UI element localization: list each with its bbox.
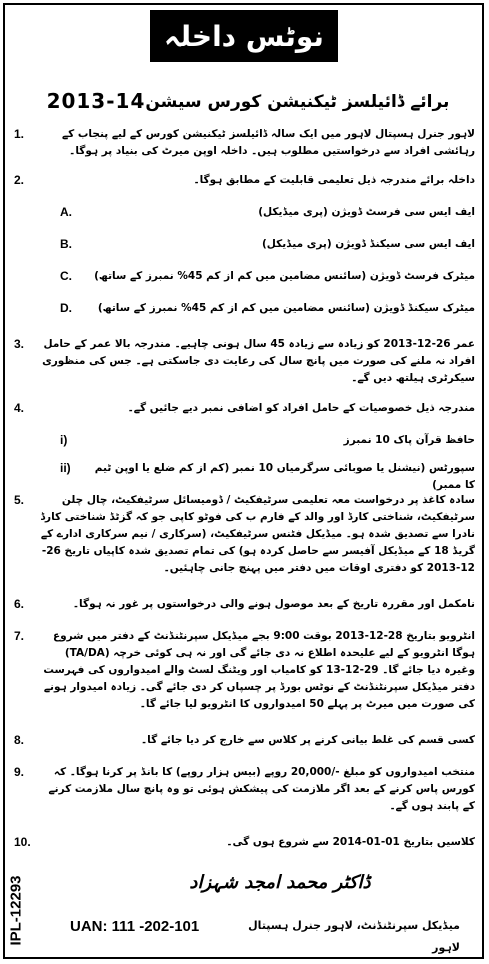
notice-item-1 — [14, 126, 475, 160]
item-number: 5. — [14, 493, 25, 507]
item-number: C. — [60, 269, 72, 283]
item-number: D. — [60, 301, 72, 315]
signatory-name: ڈاکٹر محمد امجد شہزاد — [189, 872, 371, 893]
item-number: 4. — [14, 401, 25, 415]
signatory-designation: میڈیکل سپرنٹنڈنٹ، لاہور جنرل ہسپتال لاہور — [248, 919, 460, 954]
item-text: داخلہ برائے مندرجہ ذیل تعلیمی قابلیت کے مطابق ہوگا۔ — [193, 174, 475, 186]
item-text: حافظ قرآن پاک 10 نمبرز — [343, 434, 475, 446]
item-number: A. — [60, 205, 72, 219]
notice-item-8 — [14, 732, 475, 749]
subtitle-text: برائے ڈائیلسز ٹیکنیشن کورس سیشن — [145, 91, 450, 112]
item-text: لاہور جنرل ہسپتال لاہور میں ایک سالہ ڈائیلسز ٹیکنیشن کورس کے لیے پنجاب کے رہائشی افراد سے درخواستیں مطلوب ہیں۔ داخلہ اوپن میرٹ کی بنیاد پر ہوگا۔ — [61, 128, 475, 157]
item-number: 3. — [14, 337, 25, 351]
notice-item-6 — [14, 596, 475, 613]
uan-number: UAN: 111 -202-101 — [70, 917, 200, 935]
item-number: 8. — [14, 733, 25, 747]
item-number: 2. — [14, 173, 25, 187]
item-text: کسی قسم کی غلط بیانی کرنے پر کلاس سے خارج کر دیا جائے گا۔ — [141, 734, 475, 746]
notice-item-4 — [14, 400, 475, 417]
item-number: 10. — [14, 835, 31, 849]
notice-item-3 — [14, 336, 475, 387]
item-number: i) — [60, 433, 68, 447]
notice-item-a — [60, 204, 475, 221]
item-text: انٹرویو بتاریخ 28-12-2013 بوقت 9:00 بجے میڈیکل سپرنٹنڈنٹ کے دفتر میں شروع ہوگا انٹرویو کے لیے علیحدہ اطلاع نہ دی جائے گی اور نہ ہی کوئی خرچہ (TA/DA) وغیرہ دیا جائے گا۔ 29-12-13 کو کامیاب اور ویٹنگ لسٹ والے امیدواروں کی فہرست دفتر میڈیکل سپرنٹنڈنٹ کے نوٹس بورڈ پر چسپاں کر دی جائے گی۔ زیادہ امیدوار ہونے کی صورت میں میرٹ پر پہلے 50 امیدواروں کا انٹرویو لیا جائے گا۔ — [43, 630, 475, 710]
ipl-reference — [6, 870, 26, 950]
notice-item-5 — [14, 492, 475, 577]
item-text: سپورٹس (نیشنل یا صوبائی سرگرمیاں 10 نمبر (کم از کم ضلع یا اوپن ٹیم کا ممبر) — [94, 462, 475, 491]
item-text: میٹرک سیکنڈ ڈویژن (سائنس مضامین میں کم از کم 45% نمبرز کے ساتھ) — [97, 302, 475, 314]
item-number: 6. — [14, 597, 25, 611]
notice-item-i — [60, 432, 475, 449]
item-number: 1. — [14, 127, 25, 141]
item-text: سادہ کاغذ پر درخواست معہ تعلیمی سرٹیفکیٹ / ڈومیسائل سرٹیفکیٹ، چال چلن سرٹیفکیٹ، شناختی کارڈ اور والد کے فارم ب کی فوٹو کاپی جو کہ گزٹڈ شناختی کارڈ نادرا سے تصدیق شدہ ہو۔ میڈیکل فٹنس سرٹیفکیٹ، (سرکاری / نیم سرکاری ادارے کے گریڈ 18 کے میڈیکل آفیسر سے حاصل کردہ ہو) کی تمام تصدیق شدہ کاپیاں تاریخ 26-12-2013 کو دفتری اوقات میں دفتر میں پہنچ جانی چاہئیں۔ — [40, 494, 475, 574]
item-text: منتخب امیدواروں کو مبلغ -/20,000 روپے (بیس ہزار روپے) کا بانڈ پر کرنا ہوگا۔ کہ کورس پاس کرنے کے بعد اگر ملازمت کی پیشکش ہوئی تو وہ پانچ سال ملازمت کرنے کے پابند ہوں گے۔ — [48, 766, 475, 812]
item-number: 9. — [14, 765, 25, 779]
session-year: 2013-14 — [46, 89, 146, 113]
notice-title: نوٹس داخلہ — [150, 10, 338, 62]
item-text: ایف ایس سی فرسٹ ڈویژن (پری میڈیکل) — [258, 206, 475, 218]
notice-item-2 — [14, 172, 475, 189]
item-number: 7. — [14, 629, 25, 643]
item-text: عمر 26-12-2013 کو زیادہ سے زیادہ 45 سال ہونی چاہیے۔ مندرجہ بالا عمر کے حامل افراد نہ ملنے کی صورت میں پانچ سال کی رعایت دی جاسکتی ہے۔ جس کی منظوری سیکرٹری ہیلتھ دیں گے۔ — [42, 338, 475, 384]
item-number: ii) — [60, 461, 71, 475]
notice-item-b — [60, 236, 475, 253]
ipl-code: IPL-12293 — [7, 874, 25, 946]
notice-item-c — [60, 268, 475, 285]
notice-item-9 — [14, 764, 475, 815]
item-text: مندرجہ ذیل خصوصیات کے حامل افراد کو اضافی نمبر دیے جائیں گے۔ — [127, 402, 475, 414]
item-text: نامکمل اور مقررہ تاریخ کے بعد موصول ہونے والی درخواستوں پر غور نہ ہوگا۔ — [72, 598, 475, 610]
course-subtitle — [20, 86, 468, 116]
notice-item-ii — [60, 460, 475, 494]
item-text: میٹرک فرسٹ ڈویژن (سائنس مضامین میں کم از کم 45% نمبرز کے ساتھ) — [94, 270, 475, 282]
item-text: ایف ایس سی سیکنڈ ڈویژن (پری میڈیکل) — [262, 238, 475, 250]
notice-item-7 — [14, 628, 475, 713]
notice-item-d — [60, 300, 475, 317]
item-number: B. — [60, 237, 72, 251]
notice-item-10 — [14, 834, 475, 851]
item-text: کلاسیں بتاریخ 01-01-2014 سے شروع ہوں گی۔ — [226, 836, 475, 848]
